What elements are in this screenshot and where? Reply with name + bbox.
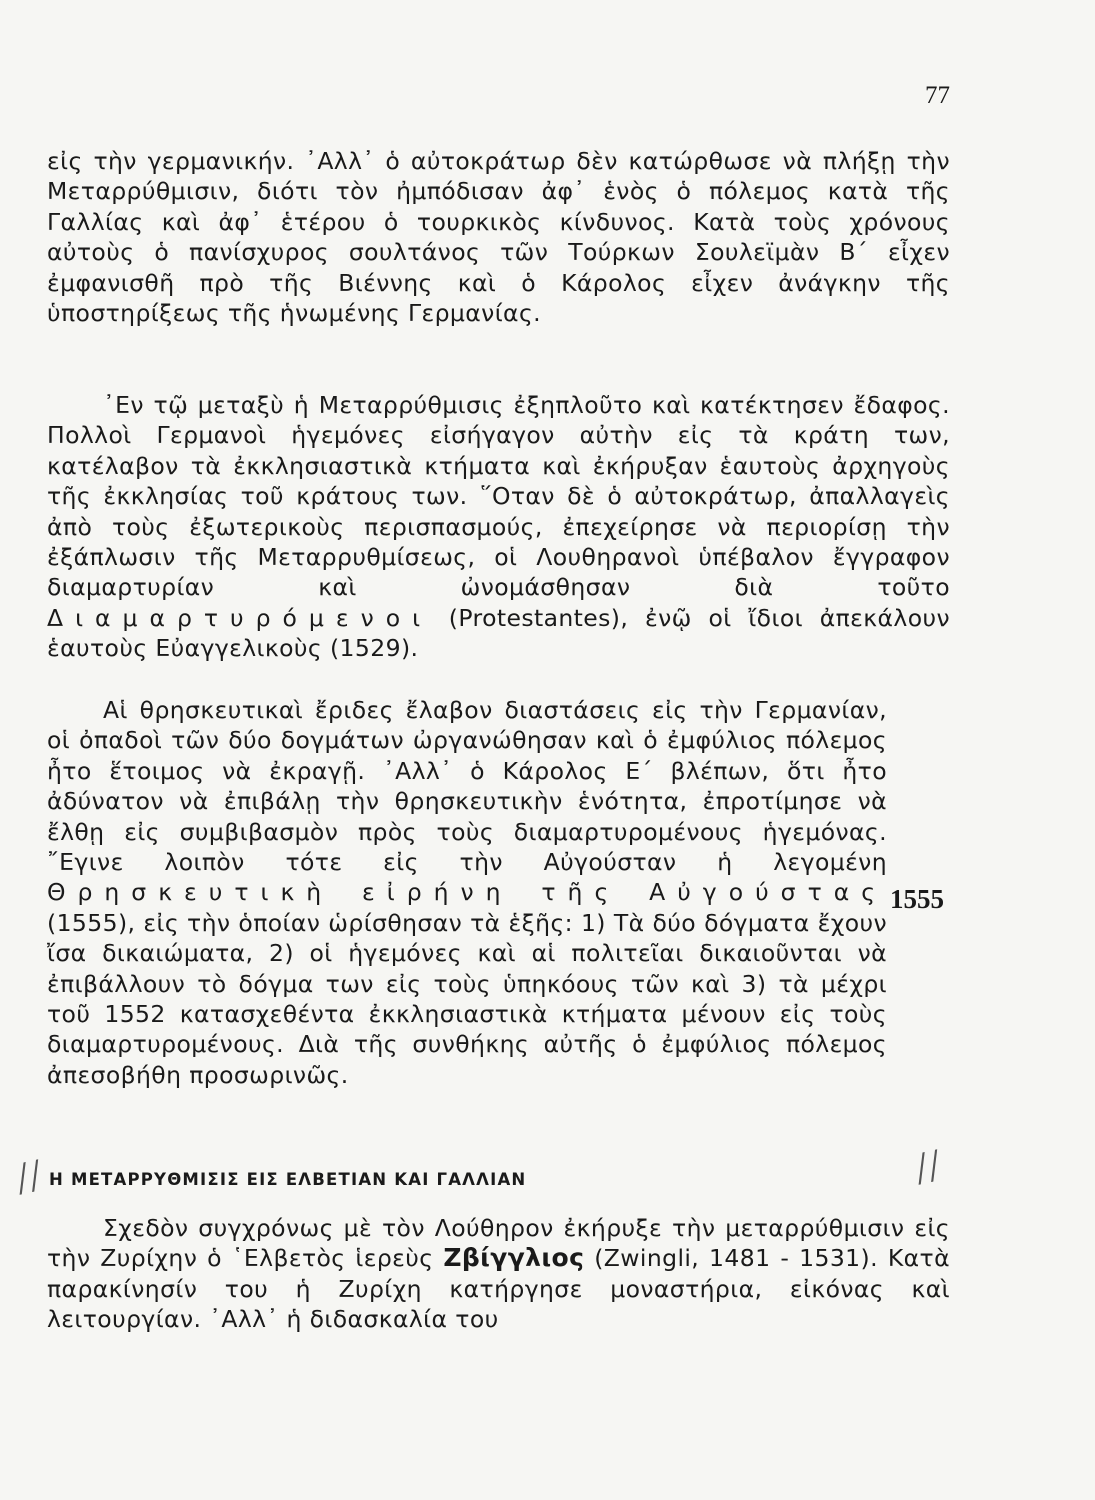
paragraph-3-end: (1555), εἰς τὴν ὁποίαν ὡρίσθησαν τὰ ἑξῆς: 1) Τὰ δύο δόγματα ἔχουν ἴσα δικαιώματα, 2) οἱ ἡγεμόνες καὶ αἱ πολιτεῖαι δικαιοῦνται νὰ ἐπιβάλλουν τὸ δόγμα των εἰς τοὺς ὑπηκόους τῶν καὶ 3) τὰ μέχρι τοῦ 1552 κατασχεθέντα ἐκκλησιαστικὰ κτήματα μένουν εἰς τοὺς διαμαρτυρομένους. Διὰ τῆς συνθήκης αὐτῆς ὁ ἐμφύλιος πόλεμος ἀπεσοβήθη προσωρινῶς. [47, 908, 887, 1089]
paragraph-2-spaced-term: Διαμαρτυρόμενοι [47, 603, 433, 632]
paragraph-1 [47, 146, 950, 328]
paragraph-4 [47, 1213, 950, 1335]
person-name-zwingli: Ζβίγγλιος [443, 1243, 585, 1273]
pen-mark-right: // [909, 1138, 946, 1195]
section-heading: Η ΜΕΤΑΡΡΥΘΜΙΣΙΣ ΕΙΣ ΕΛΒΕΤΙΑΝ ΚΑΙ ΓΑΛΛΙΑΝ [49, 1170, 527, 1189]
margin-year: 1555 [890, 884, 944, 914]
paragraph-2-text: ᾿Εν τῷ μεταξὺ ἡ Μεταρρύθμισις ἐξηπλοῦτο καὶ κατέκτησεν ἔδαφος. Πολλοὶ Γερμανοὶ ἡγεμόνες εἰσήγαγον αὐτὴν εἰς τὰ κράτη των, κατέλαβον τὰ ἐκκλησιαστικὰ κτήματα καὶ ἐκήρυξαν ἑαυτοὺς ἀρχηγοὺς τῆς ἐκκλησίας τοῦ κράτους των. ῞Οταν δὲ ὁ αὐτοκράτωρ, ἀπαλλαγεὶς ἀπὸ τοὺς ἐξωτερικοὺς περισπασμούς, ἐπεχείρησε νὰ περιορίσῃ τὴν ἐξάπλωσιν τῆς Μεταρρυθμίσεως, οἱ Λουθηρανοὶ ὑπέβαλον ἔγγραφον διαμαρτυρίαν καὶ ὠνομάσθησαν διὰ τοῦτο [47, 391, 950, 602]
page-number: 77 [925, 82, 950, 109]
paragraph-3-spaced-term: Θρησκευτικὴ εἰρήνη τῆς Αὐγούστας [47, 878, 887, 907]
paragraph-3-text: Αἱ θρησκευτικαὶ ἔριδες ἔλαβον διαστάσεις εἰς τὴν Γερμανίαν, οἱ ὀπαδοὶ τῶν δύο δογμάτων ὠργανώθησαν καὶ ὁ ἐμφύλιος πόλεμος ἦτο ἕτοιμος νὰ ἐκραγῇ. ᾿Αλλ᾿ ὁ Κάρολος Ε΄ βλέπων, ὅτι ἦτο ἀδύνατον νὰ ἐπιβάλῃ τὴν θρησκευτικὴν ἑνότητα, ἐπροτίμησε νὰ ἔλθῃ εἰς συμβιβασμὸν πρὸς τοὺς διαμαρτυρομένους ἡγεμόνας. ῎Εγινε λοιπὸν τότε εἰς τὴν Αὐγούσταν ἡ λεγομένη [47, 696, 887, 877]
pen-mark-left: // [10, 1148, 47, 1205]
paragraph-2 [47, 390, 950, 664]
paragraph-4-text: Σχεδὸν συγχρόνως μὲ τὸν Λούθηρον ἐκήρυξε τὴν μεταρρύθμισιν εἰς τὴν Ζυρίχην ὁ ῾Ελβετὸς ἱερεὺς [47, 1214, 950, 1273]
paragraph-1-text: εἰς τὴν γερμανικήν. ᾿Αλλ᾿ ὁ αὐτοκράτωρ δὲν κατώρθωσε νὰ πλήξῃ τὴν Μεταρρύθμισιν, διότι τὸν ἠμπόδισαν ἀφ᾿ ἑνὸς ὁ πόλεμος κατὰ τῆς Γαλλίας καὶ ἀφ᾿ ἑτέρου ὁ τουρκικὸς κίνδυνος. Κατὰ τοὺς χρόνους αὐτοὺς ὁ πανίσχυρος σουλτάνος τῶν Τούρκων Σουλεϊμὰν Β΄ εἶχεν ἐμφανισθῆ πρὸ τῆς Βιέννης καὶ ὁ Κάρολος εἶχεν ἀνάγκην τῆς ὑποστηρίξεως τῆς ἡνωμένης Γερμανίας. [47, 147, 950, 328]
paragraph-4-end: (Zwingli, 1481 - 1531). Κατὰ παρακίνησίν του ἡ Ζυρίχη κατήργησε μοναστήρια, εἰκόνας καὶ λειτουργίαν. ᾿Αλλ᾿ ἡ διδασκαλία του [47, 1244, 950, 1334]
paragraph-2-end: (Protestantes), ἐνῷ οἱ ἴδιοι ἀπεκάλουν ἑαυτοὺς Εὐαγγελικοὺς (1529). [47, 603, 950, 663]
paragraph-3 [47, 695, 887, 1090]
